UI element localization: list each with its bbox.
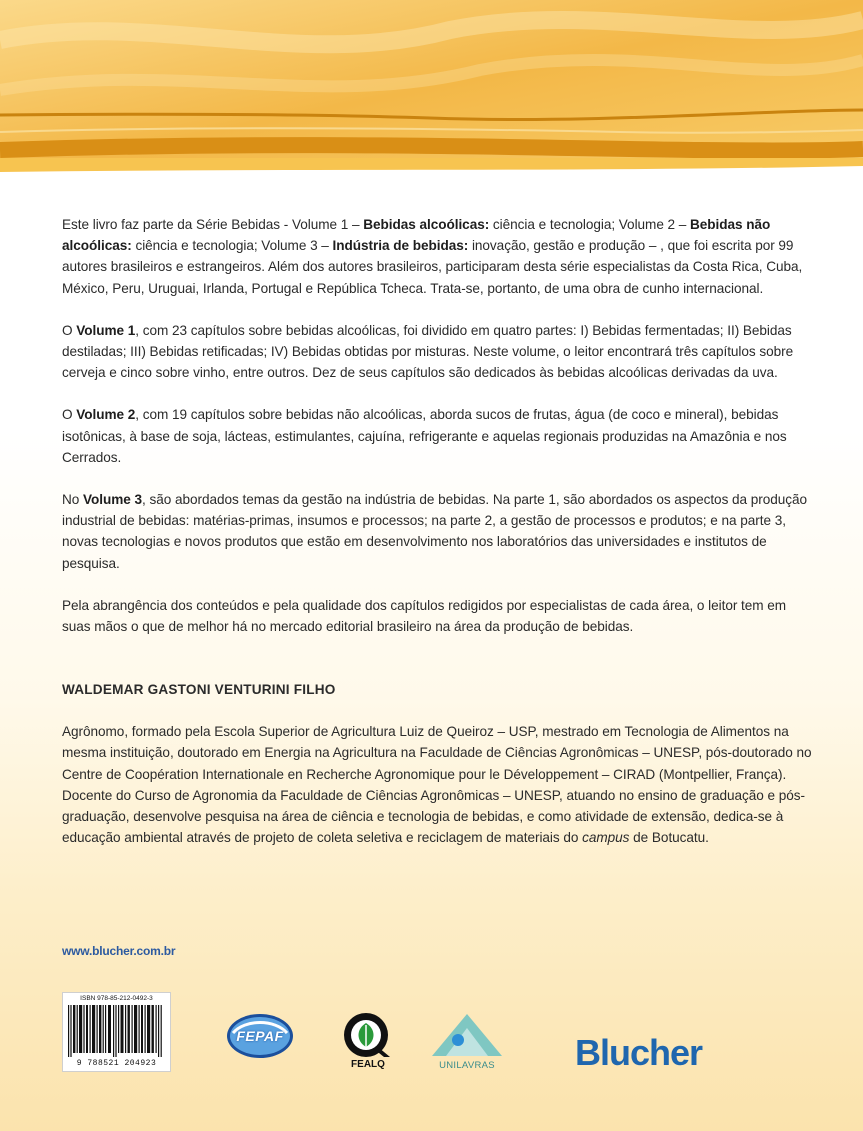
intro-text-1: Este livro faz parte da Série Bebidas - Volume 1 – <box>62 217 364 232</box>
intro-paragraph <box>62 214 812 299</box>
intro-text-4: inovação, gestão e produção – , que foi escrita por 99 autores brasileiros e estrangeiros. Além dos autores brasileiros, participaram desta série especialistas da Costa Rica, Cuba, México, Peru, Uruguai, Irlanda, Portugal e República Tcheca. Trata-se, portanto, de uma obra de cunho internacional. <box>62 238 803 296</box>
header-decoration <box>0 0 863 175</box>
author-name: WALDEMAR GASTONI VENTURINI FILHO <box>62 682 336 698</box>
fealq-logo <box>340 1011 396 1075</box>
fealq-label: FEALQ <box>351 1059 385 1070</box>
unilavras-label: UNILAVRAS <box>439 1060 495 1071</box>
volume3-title: Indústria de bebidas: <box>332 238 469 254</box>
author-bio <box>62 721 812 848</box>
author-bio-text-2: de Botucatu. <box>629 830 709 846</box>
isbn-barcode <box>62 992 171 1072</box>
intro-text-2: ciência e tecnologia; Volume 2 – <box>489 217 691 232</box>
isbn-label: ISBN 978-85-212-0492-3 <box>80 995 153 1002</box>
volume3-label: Volume 3 <box>83 492 143 508</box>
volume2-paragraph <box>62 404 812 468</box>
barcode-bars-icon <box>68 1005 165 1057</box>
volume2-prefix: O <box>62 407 77 423</box>
blucher-publisher-logo: Blucher <box>575 1032 703 1073</box>
volume1-paragraph <box>62 320 812 384</box>
volume2-label: Volume 2 <box>76 407 136 423</box>
unilavras-logo <box>428 1010 506 1074</box>
volume3-paragraph <box>62 489 812 574</box>
volume1-title: Bebidas alcoólicas: <box>363 217 490 232</box>
intro-text-3: ciência e tecnologia; Volume 3 – <box>131 238 333 254</box>
volume2-title: Bebidas não alcoólicas: <box>62 217 771 254</box>
volume1-text: , com 23 capítulos sobre bebidas alcoólicas, foi dividido em quatro partes: I) Bebidas fermentadas; II) Bebidas destiladas; III) Bebidas retificadas; IV) Bebidas obtidas por misturas. Neste volume, o leitor encontrará três capítulos sobre cerveja e cinco sobre vinho, entre outros. Dez de seus capítulos são dedicados às bebidas alcoólicas derivadas da uva. <box>62 322 794 381</box>
fepaf-logo <box>225 1011 295 1061</box>
author-bio-text-1: Agrônomo, formado pela Escola Superior de Agricultura Luiz de Queiroz – USP, mestrado em Tecnologia de Alimentos na mesma instituição, doutorado em Energia na Agricultura na Faculdade de Ciências Agronômicas – UNESP, pós-doutorado no Centre de Coopération Internationale en Recherche Agronomique pour le Développement – CIRAD (Montpellier, França). Docente do Curso de Agronomia da Faculdade de Ciências Agronômicas – UNESP, atuando no ensino de graduação e pós-graduação, desenvolve pesquisa na área de ciência e tecnologia de bebidas, e como atividade de extensão, dedica-se à educação ambiental através de projeto de coleta seletiva e reciclagem de materiais do <box>62 724 812 846</box>
volume1-prefix: O <box>62 322 77 338</box>
fepaf-label: FEPAF <box>236 1028 284 1044</box>
volume3-prefix: No <box>62 492 84 508</box>
volume1-label: Volume 1 <box>76 322 136 338</box>
volume2-text: , com 19 capítulos sobre bebidas não alcoólicas, aborda sucos de frutas, água (de coco e mineral), bebidas isotônicas, à base de soja, lácteas, estimulantes, cajuína, refrigerante e aquelas regionais produzidas na Amazônia e nos Cerrados. <box>62 407 787 465</box>
header-gold-band <box>0 0 863 175</box>
author-bio-italic: campus <box>582 830 630 846</box>
fealq-leaf-icon <box>340 1011 396 1059</box>
volume3-text: , são abordados temas da gestão na indústria de bebidas. Na parte 1, são abordados os aspectos da produção industrial de bebidas: matérias-primas, insumos e processos; na parte 2, a gestão de processos e produtos; e na parte 3, novas tecnologias e novos produtos que estão em desenvolvimento nos laboratórios das universidades e institutos de pesquisa. <box>62 492 808 571</box>
back-cover-text <box>62 214 812 869</box>
unilavras-triangle-icon <box>428 1010 506 1060</box>
barcode-digits: 9 788521 204923 <box>76 1059 157 1068</box>
closing-paragraph: Pela abrangência dos conteúdos e pela qualidade dos capítulos redigidos por especialistas de cada área, o leitor tem em suas mãos o que de melhor há no mercado editorial brasileiro na área da produção de bebidas. <box>62 597 787 635</box>
publisher-website-link[interactable]: www.blucher.com.br <box>62 944 176 958</box>
